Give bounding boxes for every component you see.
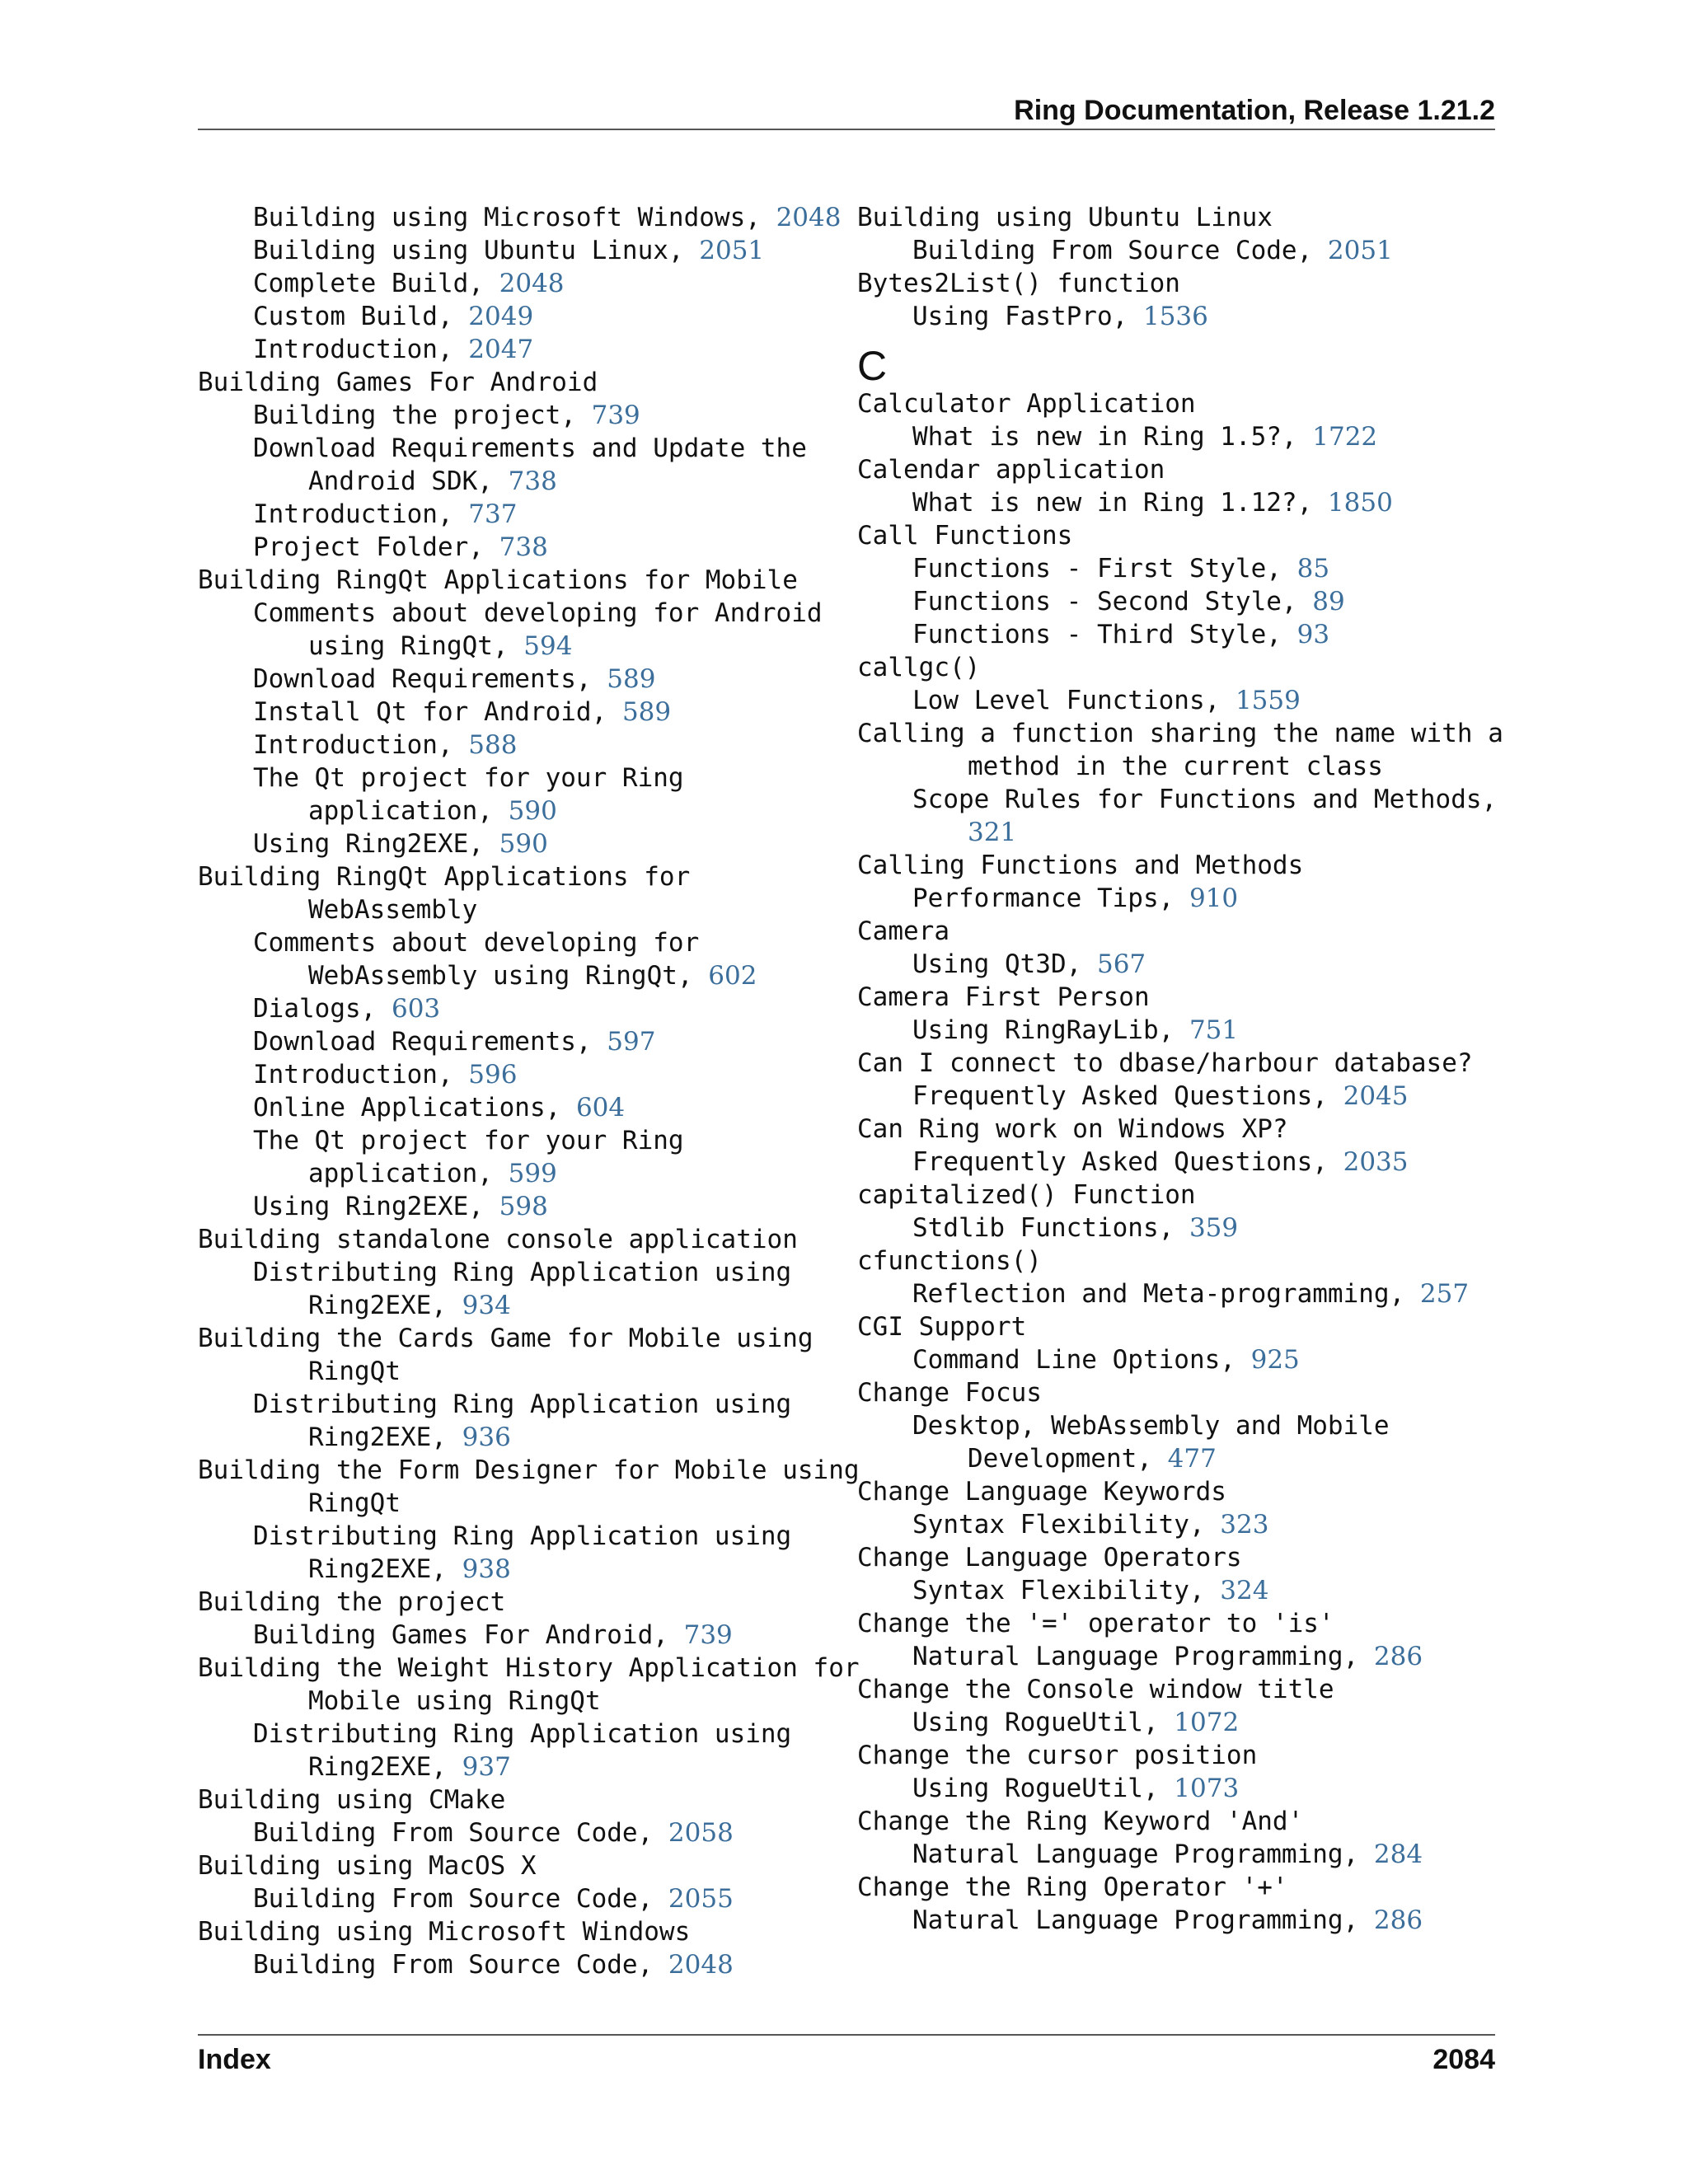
entry-text: Calculator Application	[857, 389, 1196, 419]
index-subentry	[198, 300, 841, 333]
index-subentry-continuation	[198, 1421, 841, 1454]
entry-text: Install Qt for Android,	[253, 697, 622, 727]
page-link[interactable]: 257	[1419, 1279, 1470, 1309]
index-subentry	[857, 486, 1500, 519]
page-link[interactable]: 590	[508, 796, 557, 826]
entry-text: Syntax Flexibility,	[912, 1510, 1221, 1540]
entry-text: Complete Build,	[253, 269, 499, 298]
index-subentry	[198, 1388, 841, 1421]
index-subentry-continuation	[198, 465, 841, 498]
entry-text: Call Functions	[857, 521, 1073, 551]
entry-text: Custom Build,	[253, 302, 469, 331]
entry-text: Change Focus	[857, 1378, 1042, 1408]
index-entry	[857, 519, 1500, 552]
index-entry	[857, 201, 1500, 234]
index-entry	[198, 1915, 841, 1948]
index-subentry	[857, 1277, 1500, 1310]
index-subentry	[857, 1409, 1500, 1442]
index-subentry	[857, 1574, 1500, 1607]
index-subentry	[198, 333, 841, 366]
index-subentry-continuation	[198, 630, 841, 663]
index-subentry	[857, 1706, 1500, 1739]
entry-text: Low Level Functions,	[912, 686, 1236, 715]
page-number: 2084	[1432, 2044, 1495, 2075]
entry-text: Change the Ring Operator '+'	[857, 1872, 1288, 1902]
entry-text: Introduction,	[253, 335, 469, 364]
index-entry	[198, 1454, 860, 1487]
index-entry	[857, 1871, 1500, 1904]
entry-text: Camera	[857, 916, 950, 946]
entry-text: Using RogueUtil,	[912, 1774, 1175, 1803]
index-entry	[198, 564, 841, 597]
entry-text: Building Games For Android,	[253, 1620, 684, 1650]
page-link[interactable]: 597	[607, 1027, 656, 1057]
index-subentry	[857, 882, 1500, 915]
page-link[interactable]: 1722	[1312, 422, 1378, 452]
page-link[interactable]: 588	[468, 730, 518, 760]
page-link[interactable]: 603	[391, 994, 441, 1024]
entry-text: Distributing Ring Application using	[253, 1390, 792, 1419]
entry-text: Desktop, WebAssembly and Mobile	[912, 1411, 1390, 1441]
index-subentry	[198, 729, 841, 762]
index-entry	[857, 849, 1500, 882]
entry-text: What is new in Ring 1.5?,	[912, 422, 1313, 452]
page-link[interactable]: 739	[683, 1620, 733, 1650]
index-entry	[857, 1047, 1500, 1080]
entry-text: Calling a function sharing the name with a	[857, 719, 1503, 748]
index-subentry	[198, 1718, 841, 1750]
page-link[interactable]: 590	[499, 829, 548, 859]
index-subentry	[857, 1014, 1500, 1047]
page-link[interactable]: 1073	[1174, 1774, 1240, 1803]
index-entry-continuation	[198, 1487, 841, 1520]
index-entry	[857, 1739, 1500, 1772]
index-subentry	[198, 762, 841, 794]
page-link[interactable]: 2049	[468, 302, 534, 331]
entry-text: Change the Ring Keyword 'And'	[857, 1807, 1304, 1836]
entry-text: Natural Language Programming,	[912, 1905, 1374, 1935]
index-column-right	[857, 201, 1503, 1937]
entry-text: What is new in Ring 1.12?,	[912, 488, 1328, 518]
index-column-left	[198, 201, 860, 1981]
entry-text: Natural Language Programming,	[912, 1642, 1374, 1671]
footer-section-label: Index	[198, 2044, 271, 2075]
page-link[interactable]: 2048	[668, 1950, 734, 1980]
page-link[interactable]: 599	[508, 1159, 557, 1188]
entry-text: application,	[308, 796, 509, 826]
index-subentry	[198, 531, 841, 564]
page-link[interactable]: 910	[1189, 883, 1239, 913]
entry-text: Change the Console window title	[857, 1675, 1334, 1704]
page-link[interactable]: 2047	[468, 335, 534, 364]
index-subentry	[857, 1772, 1500, 1805]
index-entry	[857, 1607, 1500, 1640]
entry-text: Bytes2List() function	[857, 269, 1180, 298]
entry-text: Functions - First Style,	[912, 554, 1297, 583]
entry-text: Camera First Person	[857, 982, 1150, 1012]
entry-text: Introduction,	[253, 499, 469, 529]
index-entry	[857, 717, 1503, 750]
page-footer	[198, 2034, 1495, 2083]
page-link[interactable]: 934	[462, 1291, 511, 1320]
index-subentry-continuation	[198, 1750, 841, 1783]
index-subentry-continuation	[198, 1157, 841, 1190]
index-entry-continuation	[857, 750, 1500, 783]
entry-text: Building From Source Code,	[253, 1950, 668, 1980]
index-entry	[857, 267, 1500, 300]
page-header	[198, 92, 1495, 130]
index-subentry-continuation	[857, 1442, 1500, 1475]
page-link[interactable]: 2051	[699, 236, 765, 265]
index-entry	[857, 1179, 1500, 1212]
index-subentry	[198, 498, 841, 531]
index-entry	[857, 1310, 1500, 1343]
index-entry	[857, 1541, 1500, 1574]
index-subentry	[857, 1838, 1500, 1871]
entry-text: WebAssembly using RingQt,	[308, 961, 709, 991]
entry-text: The Qt project for your Ring	[253, 1126, 684, 1155]
entry-text: Introduction,	[253, 730, 469, 760]
entry-text: CGI Support	[857, 1312, 1027, 1342]
page-link[interactable]: 589	[607, 664, 656, 694]
index-subentry	[857, 585, 1500, 618]
entry-text: Building the project	[198, 1587, 506, 1617]
index-subentry	[198, 267, 841, 300]
index-subentry	[198, 926, 841, 959]
index-subentry	[198, 827, 841, 860]
index-subentry	[857, 948, 1500, 981]
entry-text: The Qt project for your Ring	[253, 763, 684, 793]
page-link[interactable]: 598	[499, 1192, 548, 1221]
page-link[interactable]: 321	[968, 818, 1017, 847]
entry-text: Ring2EXE,	[308, 1291, 462, 1320]
index-subentry	[198, 1256, 841, 1289]
entry-text: Using Ring2EXE,	[253, 1192, 499, 1221]
entry-text: Calendar application	[857, 455, 1165, 485]
entry-text: Building the Cards Game for Mobile using	[198, 1324, 814, 1353]
entry-text: Distributing Ring Application using	[253, 1521, 792, 1551]
page-link[interactable]: 359	[1189, 1213, 1239, 1243]
page-link[interactable]: 938	[462, 1554, 511, 1584]
index-entry	[198, 1322, 841, 1355]
entry-text: Building From Source Code,	[253, 1884, 668, 1914]
entry-text: Android SDK,	[308, 466, 509, 496]
entry-text: Building From Source Code,	[912, 236, 1328, 265]
index-entry	[857, 453, 1500, 486]
entry-text: application,	[308, 1159, 509, 1188]
index-subentry	[857, 552, 1500, 585]
page-link[interactable]: 85	[1296, 554, 1330, 583]
entry-text: capitalized() Function	[857, 1180, 1196, 1210]
entry-text: Ring2EXE,	[308, 1554, 462, 1584]
entry-text: Download Requirements,	[253, 1027, 607, 1057]
index-subentry	[198, 1520, 841, 1553]
entry-text: Building the Weight History Application for	[198, 1653, 860, 1683]
index-entry	[198, 860, 841, 893]
page-link[interactable]: 2035	[1343, 1147, 1409, 1177]
index-letter-heading	[857, 340, 1500, 392]
index-subentry	[198, 992, 841, 1025]
page-link[interactable]: 93	[1296, 620, 1330, 649]
index-subentry	[198, 234, 841, 267]
entry-text: Change Language Operators	[857, 1543, 1242, 1572]
index-entry	[857, 1244, 1500, 1277]
index-entry	[198, 1586, 841, 1619]
page-link[interactable]: 323	[1220, 1510, 1269, 1540]
index-subentry	[857, 420, 1500, 453]
entry-text: WebAssembly	[308, 895, 478, 925]
index-entry	[857, 1113, 1500, 1146]
entry-text: Building using Ubuntu Linux,	[253, 236, 700, 265]
entry-text: Using RingRayLib,	[912, 1015, 1189, 1045]
page-link[interactable]: 604	[575, 1093, 626, 1122]
index-entry-continuation	[198, 893, 841, 926]
entry-text: Ring2EXE,	[308, 1422, 462, 1452]
index-subentry	[198, 1124, 841, 1157]
entry-text: Building using Microsoft Windows,	[253, 203, 776, 232]
entry-text: Building the Form Designer for Mobile using	[198, 1455, 860, 1485]
page-link[interactable]: 589	[621, 697, 672, 727]
entry-text: Calling Functions and Methods	[857, 851, 1304, 880]
entry-text: Using FastPro,	[912, 302, 1143, 331]
entry-text: Functions - Second Style,	[912, 587, 1313, 616]
page-link[interactable]: 2051	[1327, 236, 1393, 265]
page-link[interactable]: 2048	[776, 203, 842, 232]
entry-text: Change Language Keywords	[857, 1477, 1226, 1507]
entry-text: Dialogs,	[253, 994, 392, 1024]
index-subentry	[198, 597, 841, 630]
index-subentry	[198, 696, 841, 729]
index-entry	[857, 1805, 1500, 1838]
index-entry	[198, 1849, 841, 1882]
entry-text: method in the current class	[968, 752, 1383, 781]
entry-text: Reflection and Meta-programming,	[912, 1279, 1420, 1309]
entry-text: Can Ring work on Windows XP?	[857, 1114, 1288, 1144]
page-link[interactable]: 925	[1250, 1345, 1300, 1375]
index-subentry	[198, 1091, 841, 1124]
entry-text: Can I connect to dbase/harbour database?	[857, 1048, 1473, 1078]
page-link[interactable]: 737	[468, 499, 518, 529]
index-entry	[198, 1223, 841, 1256]
page-link[interactable]: 1536	[1142, 302, 1208, 331]
index-subentry-continuation	[198, 1553, 841, 1586]
index-subentry	[198, 432, 841, 465]
index-subentry	[857, 618, 1500, 651]
entry-text: Development,	[968, 1444, 1168, 1474]
index-subentry	[198, 1816, 841, 1849]
page-link[interactable]: 937	[462, 1752, 511, 1782]
page-link[interactable]: 936	[462, 1422, 511, 1452]
entry-text: Building standalone console application	[198, 1225, 798, 1254]
page-link[interactable]: 739	[591, 401, 640, 430]
page-link[interactable]: 567	[1096, 949, 1146, 979]
page-link[interactable]: 2045	[1343, 1081, 1409, 1111]
index-subentry	[857, 1508, 1500, 1541]
page-link[interactable]: 324	[1220, 1576, 1269, 1605]
page-link[interactable]: 2055	[668, 1884, 734, 1914]
index-entry	[857, 1673, 1500, 1706]
index-subentry	[857, 1640, 1500, 1673]
entry-text: Download Requirements and Update the	[253, 434, 807, 463]
entry-text: Using RogueUtil,	[912, 1708, 1175, 1737]
entry-text: callgc()	[857, 653, 981, 682]
entry-text: Performance Tips,	[912, 883, 1189, 913]
page-link[interactable]: 596	[468, 1060, 518, 1090]
index-entry-continuation	[198, 1685, 841, 1718]
entry-text: Scope Rules for Functions and Methods,	[912, 785, 1498, 814]
entry-text: Frequently Asked Questions,	[912, 1081, 1343, 1111]
index-subentry	[857, 1343, 1500, 1376]
index-subentry	[198, 201, 841, 234]
index-entry	[198, 1652, 860, 1685]
document-title: Ring Documentation, Release 1.21.2	[1014, 95, 1495, 126]
page-link[interactable]: 1072	[1174, 1708, 1240, 1737]
index-entry	[198, 1783, 841, 1816]
page-link[interactable]: 1850	[1327, 488, 1393, 518]
entry-text: Building Games For Android	[198, 368, 598, 397]
index-entry	[198, 366, 841, 399]
index-subentry	[198, 1619, 841, 1652]
index-entry	[857, 915, 1500, 948]
page-link[interactable]: 738	[499, 532, 548, 562]
entry-text: Using Ring2EXE,	[253, 829, 499, 859]
entry-text: Building RingQt Applications for	[198, 862, 691, 892]
page-link[interactable]: 286	[1373, 1905, 1423, 1935]
page-link[interactable]: 1559	[1235, 686, 1301, 715]
index-subentry	[198, 1190, 841, 1223]
entry-text: RingQt	[308, 1357, 401, 1386]
entry-text: Introduction,	[253, 1060, 469, 1090]
index-entry	[857, 981, 1500, 1014]
entry-text: Change the '=' operator to 'is'	[857, 1609, 1334, 1638]
entry-text: Syntax Flexibility,	[912, 1576, 1221, 1605]
page-link[interactable]: 738	[508, 466, 557, 496]
entry-text: Building using MacOS X	[198, 1851, 537, 1881]
index-subentry-continuation	[198, 794, 841, 827]
index-subentry	[198, 1882, 841, 1915]
entry-text: Comments about developing for	[253, 928, 700, 958]
entry-text: Distributing Ring Application using	[253, 1719, 792, 1749]
page-link[interactable]: 477	[1167, 1444, 1217, 1474]
index-subentry	[857, 783, 1500, 816]
entry-text: Project Folder,	[253, 532, 499, 562]
index-subentry	[198, 663, 841, 696]
index-subentry	[198, 1025, 841, 1058]
index-subentry	[198, 399, 841, 432]
index-subentry	[857, 1904, 1500, 1937]
entry-text: Comments about developing for Android	[253, 598, 823, 628]
index-subentry	[857, 234, 1500, 267]
entry-text: Command Line Options,	[912, 1345, 1251, 1375]
page-link[interactable]: 594	[523, 631, 573, 661]
entry-text: Ring2EXE,	[308, 1752, 462, 1782]
index-subentry	[198, 1948, 841, 1981]
entry-text: Building using CMake	[198, 1785, 506, 1815]
entry-text: RingQt	[308, 1488, 401, 1518]
entry-text: Stdlib Functions,	[912, 1213, 1189, 1243]
index-subentry	[857, 1212, 1500, 1244]
index-subentry	[857, 300, 1500, 333]
page-link[interactable]: 286	[1373, 1642, 1423, 1671]
entry-text: Building the project,	[253, 401, 592, 430]
index-subentry-continuation	[857, 816, 1500, 849]
index-entry	[857, 1376, 1500, 1409]
entry-text: Distributing Ring Application using	[253, 1258, 792, 1287]
index-entry	[857, 1475, 1500, 1508]
index-subentry	[857, 1146, 1500, 1179]
entry-text: Building using Ubuntu Linux	[857, 203, 1273, 232]
entry-text: cfunctions()	[857, 1246, 1042, 1276]
entry-text: Online Applications,	[253, 1093, 576, 1122]
index-entry	[857, 651, 1500, 684]
page-link[interactable]: 602	[708, 961, 757, 991]
entry-text: Natural Language Programming,	[912, 1840, 1374, 1869]
entry-text: Frequently Asked Questions,	[912, 1147, 1343, 1177]
entry-text: Change the cursor position	[857, 1741, 1258, 1770]
letter-text: C	[857, 343, 888, 389]
index-subentry-continuation	[198, 1289, 841, 1322]
entry-text: Download Requirements,	[253, 664, 607, 694]
entry-text: Building From Source Code,	[253, 1818, 668, 1848]
entry-text: Building using Microsoft Windows	[198, 1917, 691, 1947]
index-subentry	[857, 1080, 1500, 1113]
page-link[interactable]: 89	[1312, 587, 1345, 616]
page-link[interactable]: 284	[1373, 1840, 1423, 1869]
index-entry	[857, 387, 1500, 420]
entry-text: Building RingQt Applications for Mobile	[198, 565, 798, 595]
entry-text: Mobile using RingQt	[308, 1686, 601, 1716]
index-entry-continuation	[198, 1355, 841, 1388]
index-subentry	[198, 1058, 841, 1091]
entry-text: Functions - Third Style,	[912, 620, 1297, 649]
page-link[interactable]: 751	[1189, 1015, 1239, 1045]
page-link[interactable]: 2058	[668, 1818, 734, 1848]
entry-text: Using Qt3D,	[912, 949, 1097, 979]
page-link[interactable]: 2048	[499, 269, 565, 298]
index-subentry-continuation	[198, 959, 841, 992]
index-subentry	[857, 684, 1500, 717]
entry-text: using RingQt,	[308, 631, 524, 661]
